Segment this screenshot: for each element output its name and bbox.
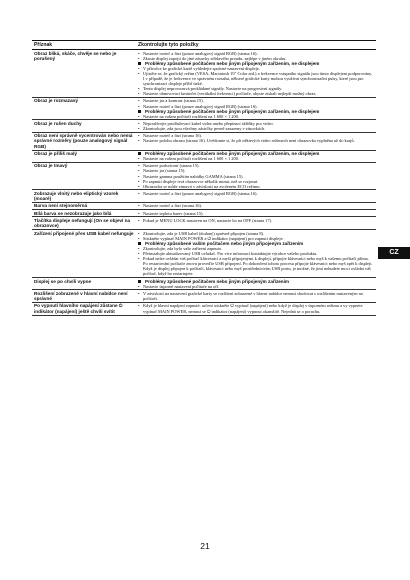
solution-cell <box>136 162 376 189</box>
solution-item: • Přeinstalujte aktualizovaný USB ovladač. Pro více informací kontaktujte výrobce vašeho produktu. <box>138 251 374 256</box>
solution-cell <box>136 210 376 217</box>
table-row <box>32 162 376 189</box>
solution-cell <box>136 217 376 230</box>
table-row <box>32 230 376 278</box>
solution-cell <box>136 290 376 303</box>
table-row <box>32 120 376 132</box>
solution-item: • Nastavte rozteč a fázi (pouze analogový signál RGB) (strana 16). <box>138 191 374 196</box>
solution-cell <box>136 120 376 132</box>
solution-item: • Zkontrolujte, zda bylo vaše zařízení zapnuto. <box>138 246 374 251</box>
symptom-cell: Rozlišení zobrazené v hlavní nabídce není správné <box>32 290 136 303</box>
table-row <box>32 217 376 230</box>
symptom-cell: Bílá barva se nezobrazuje jako bílá <box>32 210 136 217</box>
troubleshooting-page <box>32 40 376 316</box>
troubleshooting-table <box>32 40 376 316</box>
symptom-cell: Po vypnutí hlavního napájení zůstane ⏻ indikátor (napájení) ještě chvíli svítit <box>32 302 136 315</box>
solution-item: • Pokud je MENU LOCK nastaven na ON, nastavte ho na OFF (strana 17). <box>138 218 374 223</box>
solution-item: • Nastavte rozteč a fázi (strana 16). <box>138 133 374 138</box>
solution-item: • Nastavte úsporné nastavení počítače na off. <box>138 284 374 289</box>
symptom-cell: Displej se po chvíli vypne <box>32 278 136 290</box>
solution-item: • Nastavte polohu obrazu (strana 16). Uvědomte si, že při některých video režimech není obrazovka vyplněna až do krajů. <box>138 138 374 143</box>
solution-cell <box>136 190 376 203</box>
solution-cell <box>136 97 376 119</box>
table-row <box>32 97 376 119</box>
table-row <box>32 290 376 303</box>
solution-item: • Zkontrolujte, zda jsou všechny zástrčky pevně zasazeny v zásuvkách. <box>138 126 374 131</box>
solution-item: • Nastavte na vašem počítači rozlišení na 1 600 × 1 200. <box>138 156 374 161</box>
symptom-cell: Barva není stejnoměrná <box>32 202 136 209</box>
solution-cell <box>136 150 376 162</box>
solution-cell <box>136 302 376 315</box>
table-row <box>32 210 376 217</box>
solution-item: • Zkontrolujte, zda je USB kabel (dodaný) správně připojen (strana 8). <box>138 231 374 236</box>
cause-heading: Problémy způsobené počítačem nebo jiným připojeným zařízením, ne displejem <box>138 151 374 156</box>
symptom-cell: Obraz je tmavý <box>32 162 136 189</box>
symptom-cell: Obraz je příliš malý <box>32 150 136 162</box>
solution-item: • Stiskněte vypínač MAIN POWER a ⏻ indikátor (napájení) pro zapnutí displeje. <box>138 236 374 241</box>
symptom-cell: Obraz je rušen duchy <box>32 120 136 132</box>
solution-item: • Nastavte rozteč a fázi (pouze analogový signál RGB) (strana 16). <box>138 104 374 109</box>
solution-item: • Nastavte teplotu barev (strana 15). <box>138 211 374 216</box>
solution-item: • Nastavte gamma použitím nabídky GAMMA (strana 15). <box>138 174 374 179</box>
table-row <box>32 190 376 203</box>
table-header-row <box>32 41 376 50</box>
solution-item: • V závislosti na nastavení grafické karty se rozlišení zobrazené v hlavní nabídce nemusí shodovat s rozlišením nastaveným na počítači. <box>138 291 374 301</box>
solution-item: • Po zapnutí displeje trvá obrazovce několik minut, než se rozjasní. <box>138 179 374 184</box>
cause-heading: Problémy způsobené vaším počítačem nebo jiným připojeným zařízením <box>138 241 374 246</box>
table-row <box>32 50 376 98</box>
column-header-check: Zkontrolujte tyto položky <box>136 41 376 50</box>
table-row <box>32 150 376 162</box>
solution-cell <box>136 278 376 290</box>
solution-item: • Nastavte obnovovací kmitočet (vertikální frekvenci) počítače, abyste získali nejlepší možný obraz. <box>138 91 374 96</box>
symptom-cell: Obraz je rozmazaný <box>32 97 136 119</box>
solution-item: • Pokud nelze ovládat váš počítač klávesnicí a myší připojenými k displeji, připojte klávesnici nebo myš k vašemu počítači přímo. Po restartování počítače znovu proveďte USB připojení. Po dokončení tohoto procesu připojte klávesnici nebo myš zpět k displeji. Když je displej připojen k počítači, klávesnici nebo myš prostřednictvím USB portu, je možné, že jimi nebudete moci ovládat váš počítač, když ho restartujete. <box>138 256 374 276</box>
solution-item: • Tento displej neprovozuvá prokládané signály. Nastavte na progresivní signály. <box>138 86 374 91</box>
solution-cell <box>136 230 376 278</box>
solution-item: • Nastavte jas (strana 15). <box>138 168 374 173</box>
table-row <box>32 132 376 150</box>
solution-item: • Nastavte rozteč a fázi (strana 16). <box>138 203 374 208</box>
solution-item: • Nastavte jas a kontrast (strana 15). <box>138 98 374 103</box>
table-row <box>32 202 376 209</box>
symptom-cell: Obraz není správně vycentrován nebo nemá správné rozměry (pouze analogový signál RGB) <box>32 132 136 150</box>
solution-item: • Zkuste displej zapojit do jiné zásuvky střídavého proudu, nejlépe v jiném okruhu. <box>138 56 374 61</box>
solution-item: • Ujistěte se, že grafický režim (VESA, Macintosh 19" Color atd.) a frekvence vstupního signálu jsou tímto displejem podporovány. I v případě, že je frekvence ve správném rozsahu, některé grafické karty mohou využívat synchronizační pulsy, které jsou pro synchronizaci displeje příliš úzké. <box>138 71 374 86</box>
cause-heading: Problémy způsobené počítačem nebo jiným připojeným zařízením, ne displejem <box>138 109 374 114</box>
solution-item: • Nepoužívejte prodlužovací kabel videa anebo přepínací skříňky pro video. <box>138 121 374 126</box>
symptom-cell: Tlačítka displeje nefungují (On se objeví na obrazovce) <box>32 217 136 230</box>
solution-item: • Nastavte rozteč a fázi (pouze analogový signál RGB) (strana 16). <box>138 51 374 56</box>
table-row <box>32 302 376 315</box>
solution-item: • V příručce ke grafické kartě vyhledejte správné nastavení displeje. <box>138 66 374 71</box>
table-row <box>32 278 376 290</box>
solution-cell <box>136 50 376 98</box>
column-header-symptom: Příznak <box>32 41 136 50</box>
solution-item: • Nastavte podsvícení (strana 15). <box>138 163 374 168</box>
solution-cell <box>136 132 376 150</box>
table-body <box>32 50 376 316</box>
cause-heading: Problémy způsobené počítačem nebo jiným připojeným zařízením <box>138 279 374 284</box>
symptom-cell: Obraz bliká, skáče, chvěje se nebo je porušený <box>32 50 136 98</box>
page-number: 21 <box>200 541 210 551</box>
symptom-cell: Zařízení připojené přes USB kabel nefunguje <box>32 230 136 278</box>
cause-heading: Problémy způsobené počítačem nebo jiným připojeným zařízením, ne displejem <box>138 61 374 66</box>
solution-item: • Když je hlavní napájení zapnuté, určení stiskněte ⏻ vypínač (napájení) nebo když je displej v úsporném režimu a vy vypnete vypínač MAIN POWER, nemusí se ⏻ indikátor (napájení) vypnout okamžitě. Nejedná se o poruchu. <box>138 303 374 313</box>
language-tab: CZ <box>378 247 410 259</box>
solution-item: • Nastavte na vašem počítači rozlišení na 1 600 × 1 200. <box>138 114 374 119</box>
symptom-cell: Zobrazuje vlnitý nebo eliptický vzorek (moaré) <box>32 190 136 203</box>
solution-item: • Obrazovka se může ztmavit v závislosti na zvoleném ECO režimu. <box>138 184 374 189</box>
solution-cell <box>136 202 376 209</box>
